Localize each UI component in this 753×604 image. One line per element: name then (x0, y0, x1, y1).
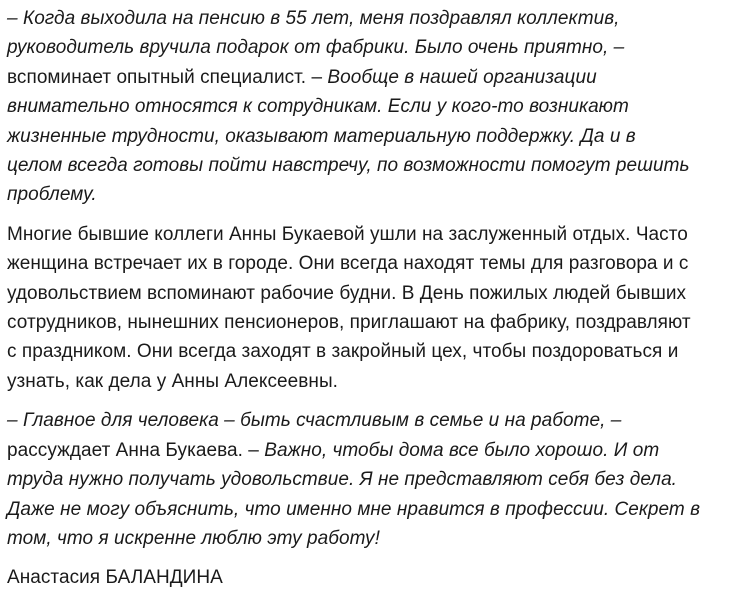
article-body (7, 4, 753, 593)
text-line (7, 308, 753, 337)
text-line (7, 220, 753, 249)
author-byline: Анастасия БАЛАНДИНА (7, 567, 223, 589)
text-run: – Главное для человека – быть счастливым в семье и на работе, – (7, 410, 622, 432)
text-run: сотрудников, нынешних пенсионеров, приглашают на фабрику, поздравляют (7, 312, 691, 334)
text-line (7, 465, 753, 494)
text-line (7, 406, 753, 435)
text-run: узнать, как дела у Анны Алексеевны. (7, 370, 338, 392)
text-line (7, 495, 753, 524)
text-run: проблему. (7, 184, 97, 206)
text-line (7, 92, 753, 121)
text-line (7, 151, 753, 180)
text-run: Даже не могу объяснить, что именно мне нравится в профессии. Секрет в (7, 498, 701, 520)
text-line (7, 367, 753, 396)
text-line (7, 33, 753, 62)
paragraph-quote-retirement (7, 4, 753, 210)
text-line (7, 180, 753, 209)
text-line (7, 4, 753, 33)
paragraph-former-colleagues (7, 220, 753, 396)
text-run: рассуждает Анна Букаева. – (7, 439, 265, 461)
text-line (7, 524, 753, 553)
text-run: Многие бывшие коллеги Анны Букаевой ушли на заслуженный отдых. Часто (7, 223, 688, 245)
text-run: жизненные трудности, оказывают материальную поддержку. Да и в (7, 125, 636, 147)
text-run: вспоминает опытный специалист. – (7, 66, 328, 88)
text-run: удовольствием вспоминают рабочие будни. В День пожилых людей бывших (7, 282, 687, 304)
text-run: труда нужно получать удовольствие. Я не представляют себя без дела. (7, 469, 678, 491)
text-run: целом всегда готовы пойти навстречу, по возможности помогут решить (7, 155, 690, 177)
text-run: – Когда выходила на пенсию в 55 лет, меня поздравлял коллектив, (7, 8, 620, 29)
text-run: Вообще в нашей организации (327, 66, 597, 88)
text-line (7, 249, 753, 278)
text-run: том, что я искренне люблю эту работу! (7, 527, 380, 549)
text-run: с праздником. Они всегда заходят в закройный цех, чтобы поздороваться и (7, 341, 679, 363)
text-run: женщина встречает их в городе. Они всегда находят темы для разговора и с (7, 253, 689, 275)
text-line (7, 279, 753, 308)
text-line (7, 122, 753, 151)
text-run: Важно, чтобы дома все было хорошо. И от (264, 439, 660, 461)
text-run: внимательно относятся к сотрудникам. Если у кого-то возникают (7, 96, 629, 118)
text-line (7, 337, 753, 366)
text-run: руководитель вручила подарок от фабрики. Было очень приятно, – (7, 37, 625, 59)
paragraph-quote-happiness (7, 406, 753, 553)
text-line (7, 436, 753, 465)
text-line (7, 63, 753, 92)
